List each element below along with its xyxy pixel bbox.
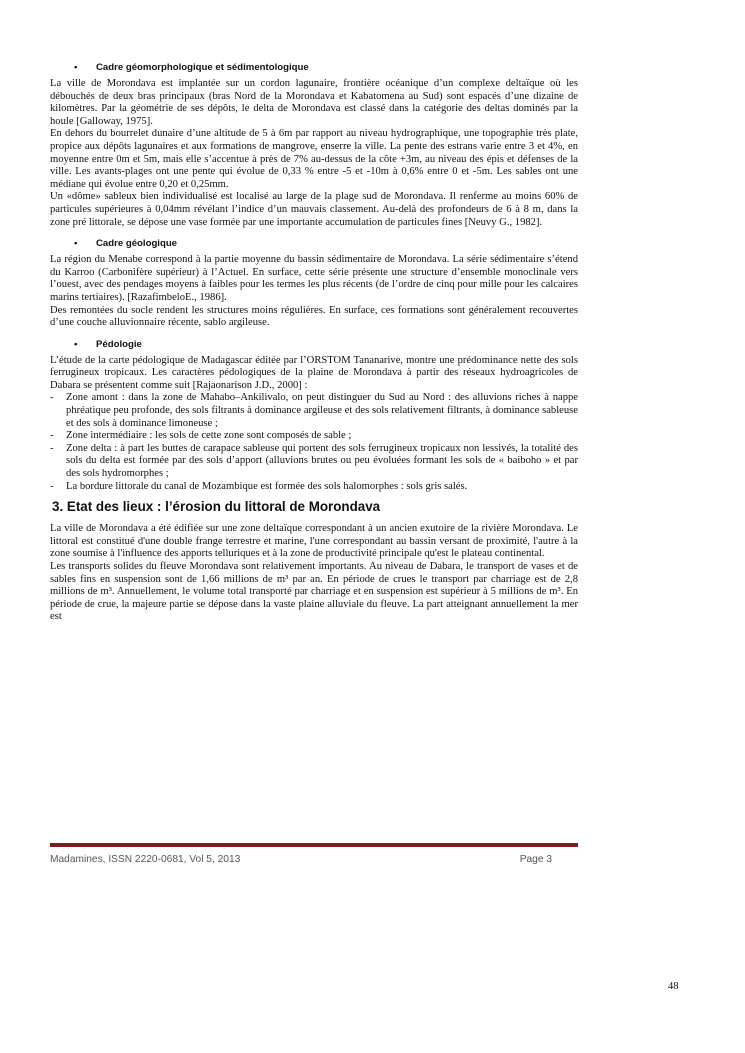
list-item: - Zone intermédiaire : les sols de cette zone sont composés de sable ; xyxy=(50,430,352,442)
footer xyxy=(50,854,578,865)
footer-page-label: Page 3 xyxy=(519,854,552,865)
list-item: - Zone amont : dans la zone de Mahabo–Ankilivalo, on peut distinguer du Sud au Nord : des alluvions riches à nappe phréatique peu profonde, des sols filtrants à dominance argileuse et des sols relativement filtrants, à dominance sableuse et des sols à dominance limoneuse ; xyxy=(50,392,578,429)
page-content xyxy=(50,62,578,624)
paragraph: La ville de Morondava a été édifiée sur une zone deltaïque correspondant à un ancien exutoire de la rivière Morondava. Le littoral est constitué d'une double frange terrestre et marine, l'une correspondant au bassin versant de proximité, l'autre à la zone soumise à l'influence des apports telluriques et à la zone de productivité principale qu'est le plateau continental. xyxy=(50,523,578,560)
heading-text: Cadre géomorphologique et sédimentologique xyxy=(96,62,309,73)
section-heading-geology xyxy=(50,238,578,249)
bullet-icon: • xyxy=(74,62,78,73)
heading-text: Cadre géologique xyxy=(96,238,178,250)
section-title: 3. Etat des lieux : l’érosion du littoral de Morondava xyxy=(52,499,381,515)
paragraph: Les transports solides du fleuve Morondava sont relativement importants. Au niveau de Dabara, le transport de vases et de sables fins en suspension sont de 1,66 millions de m³ par an. En période de crues le transport par charriage est de 2,8 millions de m³. Annuellement, le volume total transporté par charriage et en suspension est supérieur à 5 millions de m³. En période de crue, la majeure partie se dépose dans la vaste plaine alluviale du fleuve. La part atteignant annuellement la mer est xyxy=(50,561,578,623)
footer-divider xyxy=(50,843,578,847)
section-heading-pedology xyxy=(50,339,578,350)
paragraph: La ville de Morondava est implantée sur un cordon lagunaire, frontière océanique d’un complexe deltaïque où les débouchés de deux bras principaux (bras Nord de la Morondava et Kabatomena au Sud) sont espacés d’une dizaine de kilomètres. Par la géométrie de ses dépôts, le delta de Morondava est classé dans la catégorie des deltas dominés par la houle [Galloway, 1975]. xyxy=(50,78,578,127)
section-heading-geomorphology xyxy=(50,62,578,73)
paragraph: La région du Menabe correspond à la partie moyenne du bassin sédimentaire de Morondava. La série sédimentaire s’étend du Karroo (Carbonifère supérieur) à l’Actuel. En surface, cette série présente une structure d’ensemble monoclinale vers l’ouest, avec des pendages moyens à faibles pour les termes les plus récents (de l’ordre de cinq pour mille pour les calcaires marins tertiaires). [RazafimbeloE., 1986]. xyxy=(50,254,578,303)
bullet-icon: • xyxy=(74,338,78,350)
list-item: - Zone delta : à part les buttes de carapace sableuse qui portent des sols ferrugineux tropicaux non lessivés, la totalité des sols du delta est formée par des sols d’apport (alluvions brutes ou peu évoluées formant les sols de « baiboho » et par des sols hydromorphes ; xyxy=(50,442,578,480)
page-number: 48 xyxy=(668,981,679,992)
paragraph: En dehors du bourrelet dunaire d’une altitude de 5 à 6m par rapport au niveau hydrographique, une topographie très plate, propice aux dépôts lagunaires et aux formations de mangrove, enserre la ville. La pente des estrans varie entre 3 et 4%, en moyenne entre 0m et 5m, mais elle s’accentue à près de 7% au-dessus de la côte +3m, au niveau des épis et défenses de la ville. Les avants-plages ont une pente qui évolue de 0,33 % entre -5 et -10m à 0,6% entre 0 et -5m. Les sables ont une médiane qui évolue entre 0,20 et 0,25mm. xyxy=(50,128,578,190)
paragraph: Un «dôme» sableux bien individualisé est localisé au large de la plage sud de Morondava. Il renferme au moins 60% de particules supérieures à 0,04mm révélant l’indice d’un mauvais classement. Au-delà des profondeurs de 6 à 8 m, dans la zone pré littorale, se dépose une vase formée par une importante accumulation de particules fines [Neuvy G., 1982]. xyxy=(50,191,578,228)
heading-text: Pédologie xyxy=(96,338,142,350)
footer-citation: Madamines, ISSN 2220-0681, Vol 5, 2013 xyxy=(50,854,241,865)
list-item: - La bordure littorale du canal de Mozambique est formée des sols halomorphes : sols gris salés. xyxy=(50,480,468,492)
zone-list xyxy=(50,392,578,493)
paragraph: L’étude de la carte pédologique de Madagascar éditée par l’ORSTOM Tananarive, montre une prédominance nette des sols ferrugineux tropicaux. Les caractères pédologiques de la plaine de Morondava à partir des réseaux hydroagricoles de Dabara se présentent comme suit [Rajaonarison J.D., 2000] : xyxy=(50,354,578,391)
bullet-icon: • xyxy=(74,238,78,250)
paragraph: Des remontées du socle rendent les structures moins régulières. En surface, ces formations sont généralement recouvertes d’une couche alluvionnaire récente, sablo argileuse. xyxy=(50,304,578,329)
